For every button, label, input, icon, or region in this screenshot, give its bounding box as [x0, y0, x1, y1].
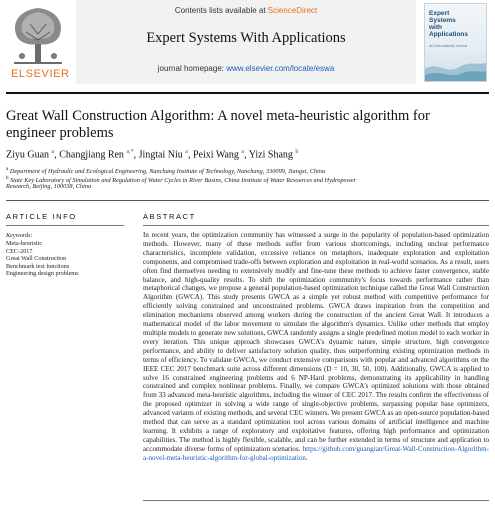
- cover-subtitle: An International Journal: [429, 44, 467, 48]
- keyword: Engineering design problems: [6, 270, 79, 278]
- article-title-line: engineer problems: [6, 125, 114, 141]
- abstract-tail: .: [305, 453, 308, 462]
- article-info-rule: [6, 225, 124, 226]
- author-name[interactable]: Yizi Shang: [248, 149, 293, 161]
- keyword: CEC-2017: [6, 247, 33, 255]
- keyword: Great Wall Construction: [6, 255, 67, 263]
- keywords-label: Keywords:: [6, 232, 33, 239]
- affiliation-text: Research, Beijing, 100038, China: [6, 183, 92, 190]
- section-rule: [6, 200, 489, 201]
- cover-wave-graphic: [425, 55, 486, 81]
- author-name[interactable]: Ziyu Guan: [6, 149, 50, 161]
- homepage-prefix: journal homepage:: [157, 64, 227, 73]
- author-affil-mark[interactable]: b: [295, 149, 299, 155]
- header-rule: [6, 92, 489, 94]
- elsevier-tree-icon: [8, 4, 68, 68]
- journal-title[interactable]: Expert Systems With Applications: [146, 30, 346, 46]
- abstract-text: In recent years, the optimization community has witnessed a surge in the popularity of population-based optimization methods. However, many of these methods suffer from various shortcomings, including unclear performance characteristics, incomplete validation, excessive reliance on metaphors, inadequate exploration and exploitation components, and compromised trade-offs between exploration and exploitation in real-world scenarios. As a result, users often find themselves needing to extensively modify and fine-tune these methods to achieve faster convergence, stable balance, and high-quality results. To shift the optimization community's focus towards performance rather than metaphorical changes, we propose a general population-based optimization technique called the Great Wall Construction Algorithm (GWCA). This study presents GWCA as a simple yet robust method with competitive performance for efficiently solving constrained and unconstrained problems. GWCA draws inspiration from the competition and elimination mechanisms observed among workers during the construction of the ancient Great Wall. It introduces a mathematical model of the labor movement to simulate the algorithm's dynamics. Unlike other methods that employ multiple models to generate new solutions, GWCA randomly assigns a single predefined motion model to each worker in every iteration. This unique approach showcases GWCA's dynamic nature, simple structure, high convergence performance, and ability to deliver satisfactory solution quality, thus outperforming existing optimization methods in terms of efficiency. To validate GWCA, we conduct extensive comparisons with popular and advanced algorithms on the IEEE CEC 2017 benchmark suite across different dimensions (D = 10, 30, 50, 100). Additionally, GWCA is applied to solve 16 constrained engineering problems and 6 NP-Hard problems, demonstrating its applicability in handling constrained and complex nonlinear problems. Finally, we compare GWCA's optimized solutions with those obtained from 33 advanced meta-heuristic algorithms, including the winner of CEC 2017. The results confirm the effectiveness of the proposed optimizer in solving a wide range of single-objective problems, surpassing popular base optimizers, advanced variants of existing methods, and several CEC winners. We present GWCA as an open-source population-based method that can serve as a standard optimization tool across various domains of artificial intelligence and machine learning. It exhibits a range of exploratory and exploitative features, offering high performance and optimization capabilities. The method is highly flexible, scalable, and can be further extended in terms of structure and application to accommodate diverse forms of optimization scenarios.: [143, 231, 489, 453]
- abstract-rule-bottom: [143, 500, 489, 501]
- cover-title-line: Expert: [429, 10, 450, 17]
- abstract-heading: ABSTRACT: [143, 212, 196, 221]
- journal-cover[interactable]: [424, 3, 487, 82]
- cover-title: [429, 10, 484, 38]
- author-affil-mark[interactable]: a: [241, 149, 245, 155]
- affiliation-mark: a: [6, 167, 9, 172]
- affiliation-text: State Key Laboratory of Simulation and Regulation of Water Cycles in River Basins, China Institute of Water Resources and Hydropower: [10, 177, 357, 185]
- author-name[interactable]: Changjiang Ren: [59, 149, 124, 161]
- author-name[interactable]: Jingtai Niu: [138, 149, 183, 161]
- contents-prefix: Contents lists available at: [174, 6, 268, 15]
- keyword: Benchmark test functions: [6, 262, 70, 270]
- cover-title-line: with: [429, 24, 442, 31]
- author-affil-mark[interactable]: a,*: [126, 149, 134, 155]
- sciencedirect-link[interactable]: ScienceDirect: [267, 6, 318, 15]
- article-title-line: Great Wall Construction Algorithm: A novel meta-heuristic algorithm for: [6, 108, 430, 124]
- journal-band: [76, 0, 416, 84]
- github-link[interactable]: https://github.com/guangian/Great-Wall-Construction-Algorithm-a-novel-meta-heuristic-algorithm-for-global-optimization: [143, 444, 489, 462]
- homepage-link[interactable]: www.elsevier.com/locate/eswa: [226, 64, 335, 73]
- article-info-heading: ARTICLE INFO: [6, 212, 77, 221]
- abstract-rule-top: [143, 225, 489, 226]
- abstract-body: [143, 231, 489, 463]
- affiliation: [6, 183, 486, 191]
- keyword: Meta-heuristic: [6, 240, 43, 247]
- homepage-line: [76, 64, 416, 73]
- author-affil-mark[interactable]: a: [51, 149, 55, 155]
- article-title: [6, 108, 476, 142]
- journal-header: [0, 0, 495, 90]
- cover-title-line: Applications: [429, 31, 469, 38]
- contents-line: [76, 6, 416, 15]
- author-name[interactable]: Peixi Wang: [192, 149, 239, 161]
- elsevier-logo[interactable]: [8, 4, 68, 84]
- keyword-list: [6, 240, 79, 278]
- publisher-name: ELSEVIER: [11, 68, 70, 80]
- affiliation-mark: b: [6, 176, 9, 181]
- affiliation-text: Department of Hydraulic and Ecological Engineering, Nanchang Institute of Technology, Nanchang, 330099, Jiangxi, China: [9, 168, 326, 176]
- cover-title-line: Systems: [429, 17, 456, 24]
- author-affil-mark[interactable]: a: [185, 149, 188, 155]
- author-list: Ziyu Guan $^a$, Changjiang Ren $^{a,*}$, Jingtai Niu $^a$, Peixi Wang $^a$, Yizi Shang $^b$: [6, 149, 299, 161]
